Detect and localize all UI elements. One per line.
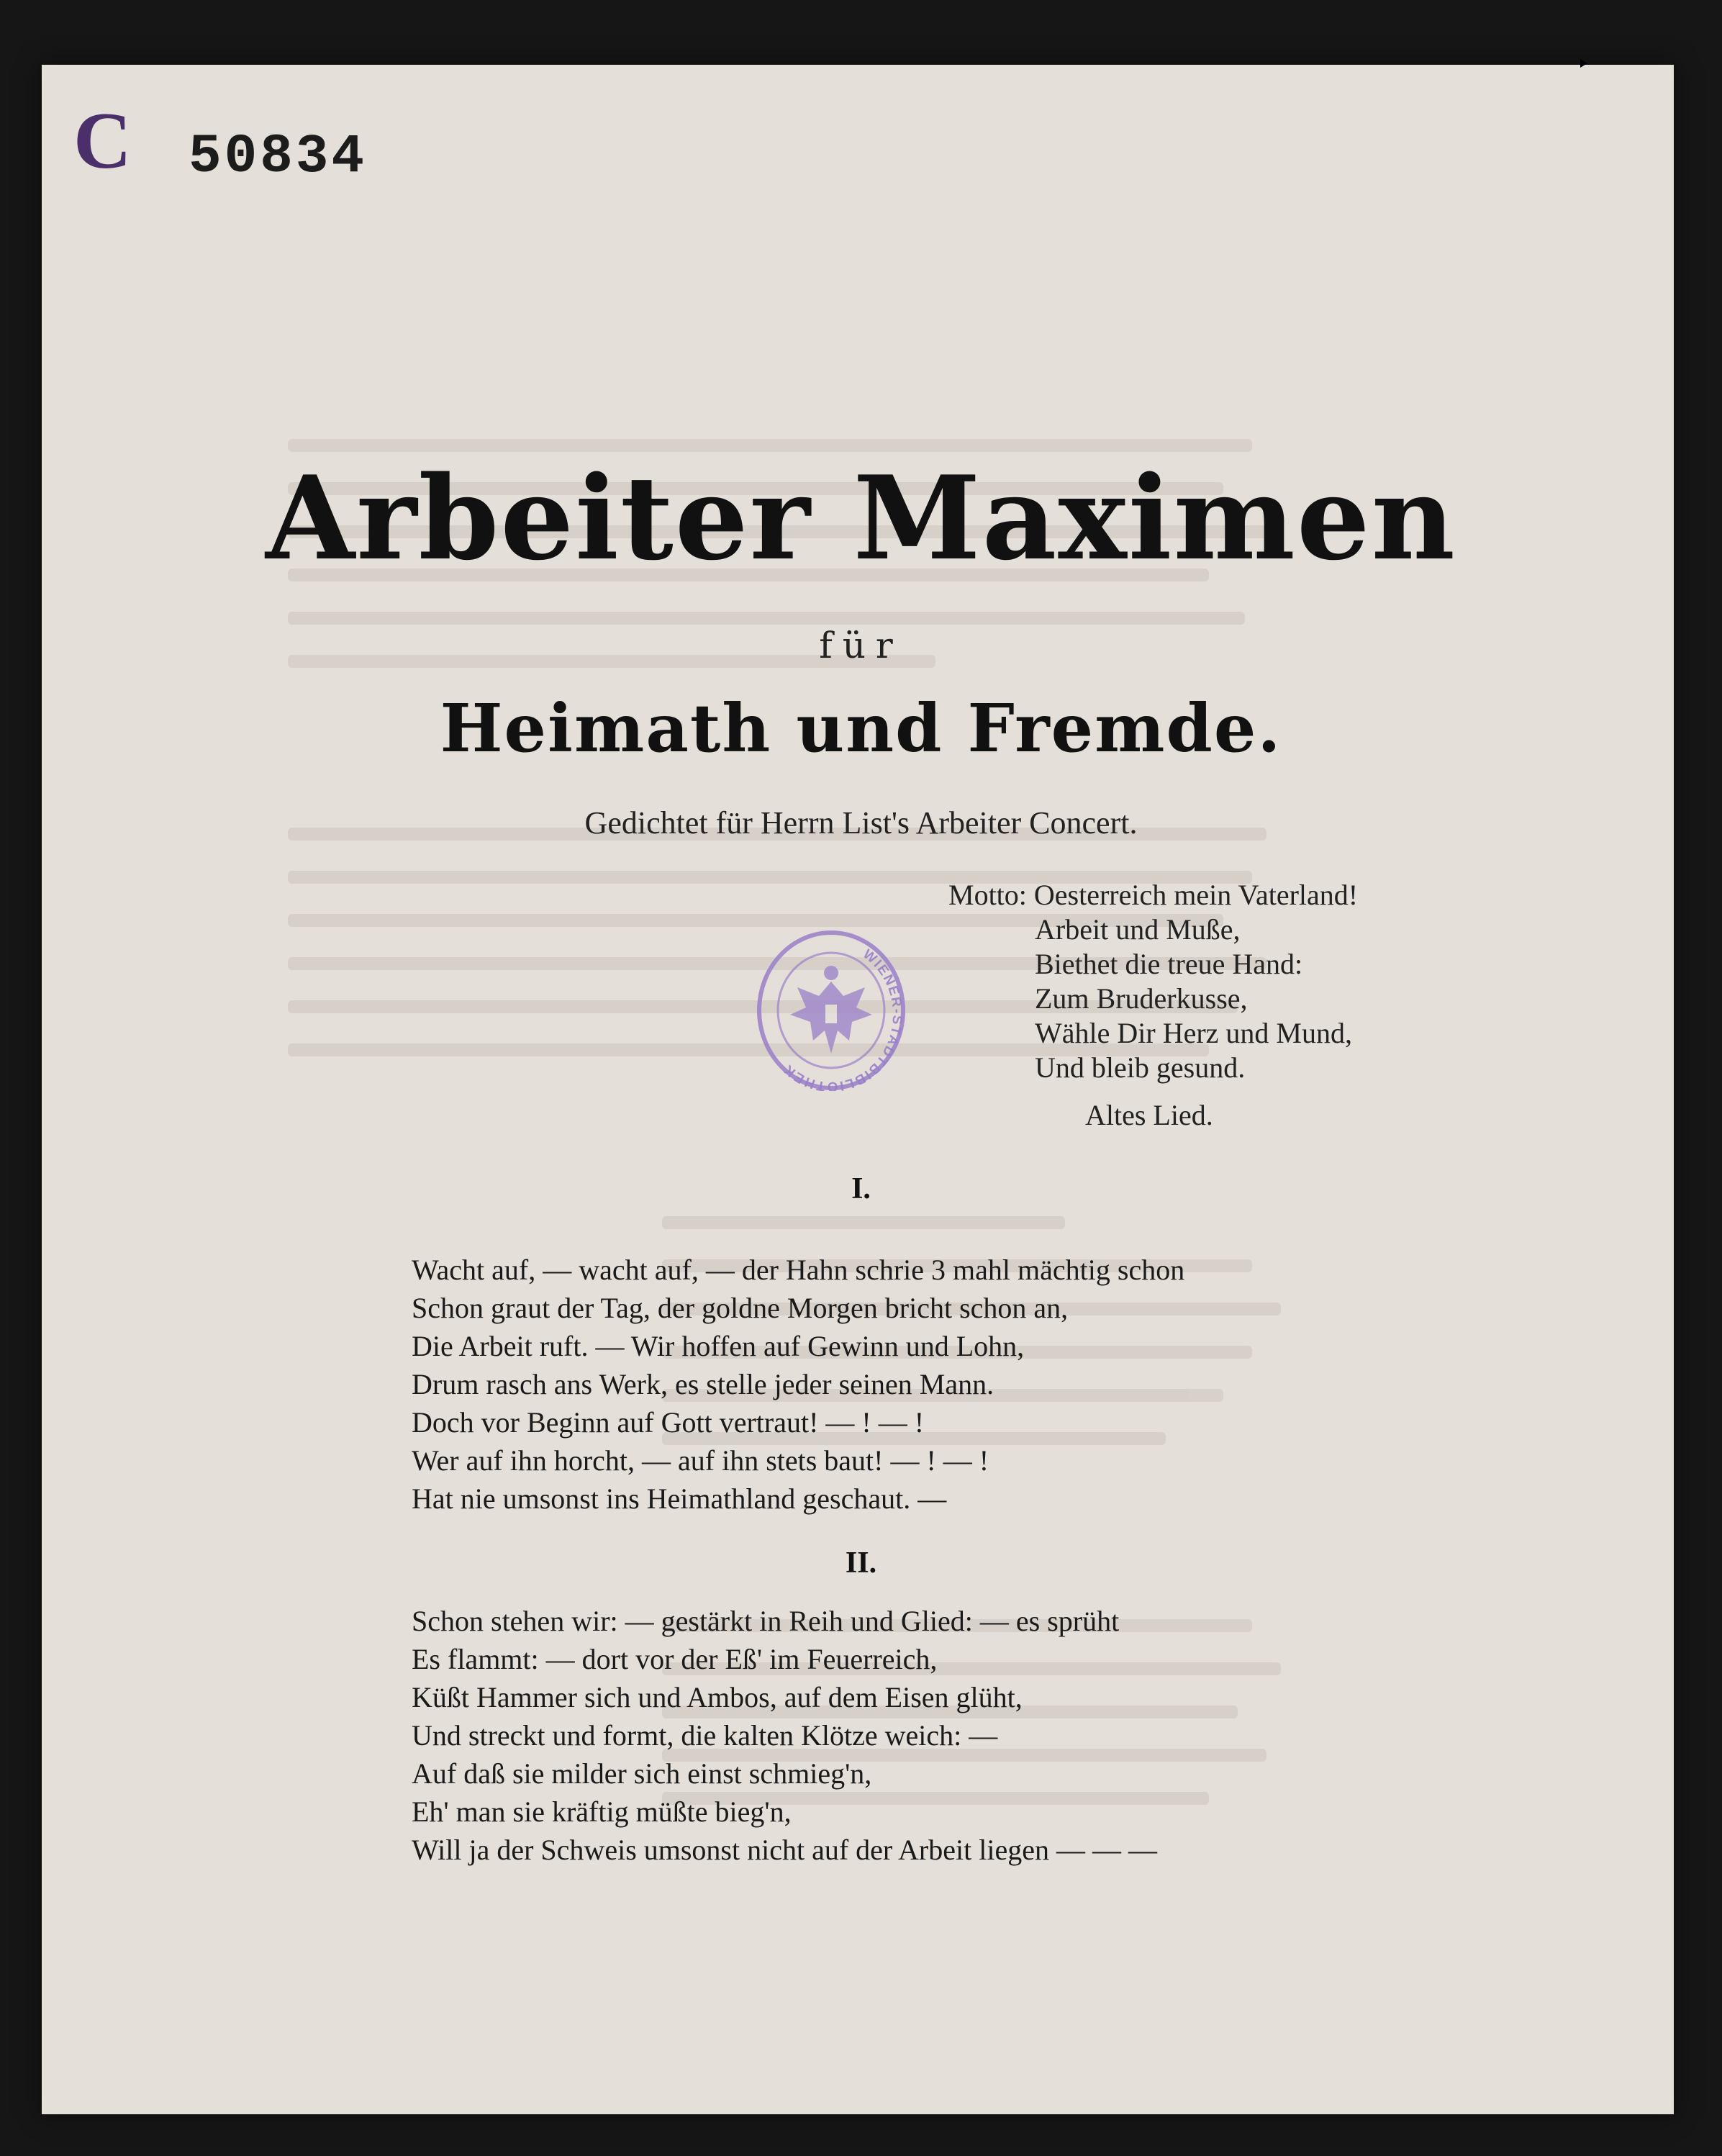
stamp-text: WIENER-STADTBIBLIOTHEK	[780, 946, 905, 1091]
document-title: Arbeiter Maximen	[266, 450, 1456, 586]
motto-line: Zum Bruderkusse,	[1035, 982, 1248, 1015]
dedication-line: Gedichtet für Herrn List's Arbeiter Concert.	[584, 805, 1138, 841]
motto-line: Biethet die treue Hand:	[1035, 948, 1303, 980]
verse-line: Doch vor Beginn auf Gott vertraut! — ! — !	[412, 1406, 925, 1439]
motto-source: Altes Lied.	[1085, 1099, 1213, 1131]
verse-line: Schon stehen wir: — gestärkt in Reih und Glied: — es sprüht	[412, 1605, 1120, 1637]
motto-line: Und bleib gesund.	[1035, 1051, 1246, 1084]
verse-line: Und streckt und formt, die kalten Klötze weich: —	[412, 1719, 998, 1752]
section-heading: I.	[851, 1172, 871, 1205]
corner-mark	[1580, 59, 1587, 68]
verse-line: Will ja der Schweis umsonst nicht auf der Arbeit liegen — — —	[412, 1834, 1157, 1866]
verse-line: Wacht auf, — wacht auf, — der Hahn schrie 3 mahl mächtig schon	[412, 1254, 1185, 1286]
catalog-number: 50834	[189, 126, 368, 188]
catalog-letter: C	[73, 96, 132, 186]
verse-line: Auf daß sie milder sich einst schmieg'n,	[412, 1757, 872, 1790]
document-subtitle: Heimath und Fremde.	[440, 689, 1282, 767]
title-connector: für	[819, 625, 903, 666]
section-heading: II.	[845, 1546, 877, 1580]
motto-line: Arbeit und Muße,	[1035, 913, 1241, 946]
verse-line: Wer auf ihn horcht, — auf ihn stets baut! — ! — !	[412, 1444, 989, 1477]
eagle-emblem-icon	[790, 966, 872, 1054]
motto-line: Motto: Oesterreich mein Vaterland!	[948, 879, 1359, 911]
verse-line: Die Arbeit ruft. — Wir hoffen auf Gewinn und Lohn,	[412, 1330, 1025, 1362]
stanza-1	[412, 1251, 1184, 1518]
verse-line: Eh' man sie kräftig müßte bieg'n,	[412, 1795, 792, 1828]
verse-line: Drum rasch ans Werk, es stelle jeder seinen Mann.	[412, 1368, 994, 1400]
verse-line: Küßt Hammer sich und Ambos, auf dem Eisen glüht,	[412, 1681, 1023, 1713]
library-stamp	[757, 930, 905, 1091]
verse-line: Es flammt: — dort vor der Eß' im Feuerreich,	[412, 1643, 938, 1675]
verse-line: Hat nie umsonst ins Heimathland geschaut. —	[412, 1482, 947, 1515]
stanza-2	[412, 1602, 1157, 1869]
motto-block	[948, 878, 1358, 1133]
motto-line: Wähle Dir Herz und Mund,	[1035, 1017, 1352, 1049]
verse-line: Schon graut der Tag, der goldne Morgen bricht schon an,	[412, 1292, 1069, 1324]
